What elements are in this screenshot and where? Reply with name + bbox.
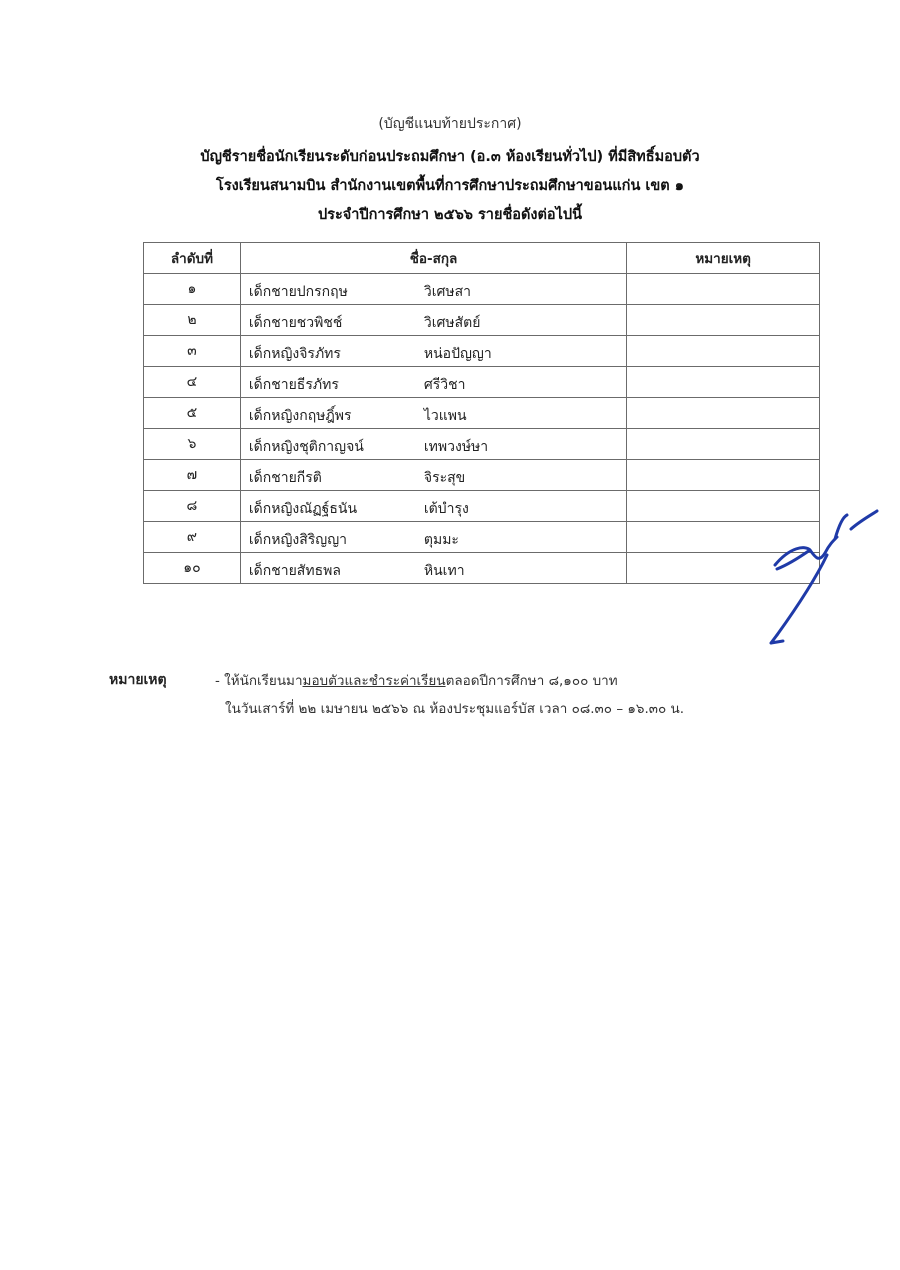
row-number: ๔ xyxy=(144,367,241,398)
row-note xyxy=(627,367,820,398)
header-name: ชื่อ-สกุล xyxy=(240,243,626,274)
row-number: ๙ xyxy=(144,522,241,553)
row-name xyxy=(240,429,626,460)
row-name xyxy=(240,553,626,584)
row-number: ๑ xyxy=(144,274,241,305)
table-header-row xyxy=(144,243,820,274)
table-row xyxy=(144,429,820,460)
first-name: เด็กหญิงสิริญญา xyxy=(248,532,348,548)
table-row xyxy=(144,305,820,336)
table-row xyxy=(144,367,820,398)
row-name xyxy=(240,398,626,429)
last-name: หินเทา xyxy=(423,563,465,579)
note-prefix: - ให้นักเรียนมา xyxy=(215,673,303,689)
table-row xyxy=(144,460,820,491)
header-number: ลำดับที่ xyxy=(144,243,241,274)
row-number: ๘ xyxy=(144,491,241,522)
row-name xyxy=(240,491,626,522)
handwritten-signature xyxy=(715,495,885,655)
row-number: ๕ xyxy=(144,398,241,429)
row-name xyxy=(240,305,626,336)
note-line-2: ในวันเสาร์ที่ ๒๒ เมษายน ๒๕๖๖ ณ ห้องประชุมแอร์บัส เวลา ๐๘.๓๐ – ๑๖.๓๐ น. xyxy=(225,701,685,717)
first-name: เด็กหญิงณัฏฐ์ธนัน xyxy=(248,501,358,517)
note-suffix: ตลอดปีการศึกษา ๘,๑๐๐ บาท xyxy=(445,673,618,689)
attachment-subtitle: (บัญชีแนบท้ายประกาศ) xyxy=(378,116,522,132)
last-name: จิระสุข xyxy=(423,470,466,486)
first-name: เด็กชายสัทธพล xyxy=(248,563,341,579)
last-name: ศรีวิชา xyxy=(423,377,466,393)
last-name: หน่อปัญญา xyxy=(423,346,492,362)
row-note xyxy=(627,274,820,305)
row-number: ๑๐ xyxy=(144,553,241,584)
row-note xyxy=(627,336,820,367)
last-name: เทพวงษ์ษา xyxy=(423,439,489,455)
table-row xyxy=(144,336,820,367)
first-name: เด็กชายปกรกฤษ xyxy=(248,284,348,300)
row-name xyxy=(240,367,626,398)
note-label: หมายเหตุ xyxy=(109,672,167,688)
row-note xyxy=(627,429,820,460)
first-name: เด็กชายกีรติ xyxy=(248,470,322,486)
first-name: เด็กชายธีรภัทร xyxy=(248,377,339,393)
table-row xyxy=(144,274,820,305)
row-name xyxy=(240,274,626,305)
row-number: ๖ xyxy=(144,429,241,460)
row-name xyxy=(240,336,626,367)
last-name: ไวแพน xyxy=(423,408,467,424)
title-line-1: บัญชีรายชื่อนักเรียนระดับก่อนประถมศึกษา (อ.๓ ห้องเรียนทั่วไป) ที่มีสิทธิ์มอบตัว xyxy=(200,149,700,165)
last-name: วิเศษสา xyxy=(423,284,472,300)
first-name: เด็กชายชวพิชช์ xyxy=(248,315,343,331)
row-number: ๓ xyxy=(144,336,241,367)
title-line-2: โรงเรียนสนามบิน สำนักงานเขตพื้นที่การศึกษาประถมศึกษาขอนแก่น เขต ๑ xyxy=(216,178,684,194)
row-note xyxy=(627,460,820,491)
row-name xyxy=(240,460,626,491)
row-number: ๗ xyxy=(144,460,241,491)
first-name: เด็กหญิงจิรภัทร xyxy=(248,346,341,362)
first-name: เด็กหญิงกฤษฎิ์พร xyxy=(248,408,352,424)
row-name xyxy=(240,522,626,553)
note-underlined: มอบตัวและชำระค่าเรียน xyxy=(302,673,446,689)
row-note xyxy=(627,305,820,336)
row-note xyxy=(627,398,820,429)
last-name: เต้บำรุง xyxy=(423,501,469,517)
last-name: วิเศษสัตย์ xyxy=(423,315,481,331)
first-name: เด็กหญิงชุติกาญจน์ xyxy=(248,439,364,455)
row-number: ๒ xyxy=(144,305,241,336)
header-note: หมายเหตุ xyxy=(627,243,820,274)
note-line-1 xyxy=(215,669,618,691)
last-name: ตุมมะ xyxy=(423,532,459,548)
title-line-3: ประจำปีการศึกษา ๒๕๖๖ รายชื่อดังต่อไปนี้ xyxy=(317,207,583,223)
table-row xyxy=(144,398,820,429)
